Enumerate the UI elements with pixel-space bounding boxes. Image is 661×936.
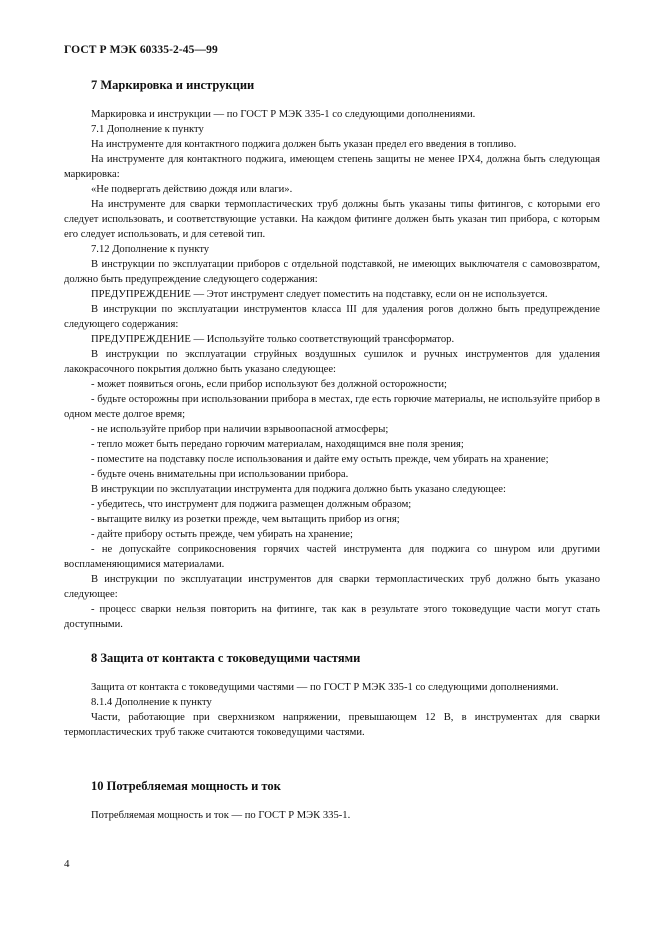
warning-text: ПРЕДУПРЕЖДЕНИЕ — Используйте только соответствующий трансформатор. [91, 334, 455, 345]
list-item: - поместите на подставку после использования и дайте ему остыть прежде, чем убирать на хранение; [91, 454, 549, 465]
warning-text: ПРЕДУПРЕЖДЕНИЕ — Этот инструмент следует поместить на подставку, если он не используется. [91, 289, 548, 300]
paragraph: На инструменте для сварки термопластических труб должны быть указаны типы фитингов, с которыми его следует использовать, и соответствующие уставки. На каждом фитинге должен быть указан тип прибора, с которым его следует использовать, и для сетевой тип. [64, 199, 600, 240]
page-number: 4 [64, 858, 70, 870]
section-10 [64, 779, 600, 823]
paragraph: Маркировка и инструкции — по ГОСТ Р МЭК 335-1 со следующими дополнениями. [91, 109, 476, 120]
section-8 [64, 651, 600, 740]
section-7-body [64, 107, 600, 632]
clause-heading: 8.1.4 Дополнение к пункту [91, 697, 212, 708]
paragraph: «Не подвергать действию дождя или влаги». [91, 184, 293, 195]
section-8-title: 8 Защита от контакта с токоведущими частями [91, 651, 361, 665]
paragraph: В инструкции по эксплуатации струйных воздушных сушилок и ручных инструментов для удаления лакокрасочного покрытия должно быть указано следующее: [64, 349, 600, 375]
document-header: ГОСТ Р МЭК 60335-2-45—99 [64, 44, 218, 56]
section-7-title: 7 Маркировка и инструкции [91, 78, 255, 92]
list-item: - не допускайте соприкосновения горячих частей инструмента для поджига со шнуром или другими воспламеняющимися материалами. [64, 544, 600, 570]
paragraph: На инструменте для контактного поджига, имеющем степень защиты не менее IPX4, должна быть следующая маркировка: [64, 154, 600, 180]
paragraph: В инструкции по эксплуатации инструментов класса III для удаления рогов должно быть предупреждение следующего содержания: [64, 304, 600, 330]
section-8-body [64, 680, 600, 740]
clause-heading: 7.12 Дополнение к пункту [91, 244, 210, 255]
section-7 [64, 78, 600, 632]
list-item: - процесс сварки нельзя повторить на фитинге, так как в результате этого токоведущие части могут стать доступными. [64, 604, 600, 630]
paragraph: Потребляемая мощность и ток — по ГОСТ Р МЭК 335-1. [91, 810, 351, 821]
list-item: - убедитесь, что инструмент для поджига размещен должным образом; [91, 499, 412, 510]
list-item: - будьте осторожны при использовании прибора в местах, где есть горючие материалы, не используйте прибор в одном месте долгое время; [64, 394, 600, 420]
list-item: - дайте прибору остыть прежде, чем убирать на хранение; [91, 529, 353, 540]
list-item: - тепло может быть передано горючим материалам, находящимся вне поля зрения; [91, 439, 464, 450]
list-item: - может появиться огонь, если прибор используют без должной осторожности; [91, 379, 447, 390]
paragraph: В инструкции по эксплуатации инструментов для сварки термопластических труб должно быть указано следующее: [64, 574, 600, 600]
section-10-body [64, 808, 600, 823]
paragraph: В инструкции по эксплуатации приборов с отдельной подставкой, не имеющих выключателя с самовозвратом, должно быть предупреждение следующего содержания: [64, 259, 600, 285]
section-10-title: 10 Потребляемая мощность и ток [91, 779, 281, 793]
paragraph: На инструменте для контактного поджига должен быть указан предел его введения в топливо. [91, 139, 517, 150]
list-item: - вытащите вилку из розетки прежде, чем вытащить прибор из огня; [91, 514, 400, 525]
paragraph: Части, работающие при сверхнизком напряжении, превышающем 12 В, в инструментах для сварки термопластических труб также считаются токоведущими частями. [64, 712, 600, 738]
list-item: - не используйте прибор при наличии взрывоопасной атмосферы; [91, 424, 389, 435]
list-item: - будьте очень внимательны при использовании прибора. [91, 469, 349, 480]
paragraph: Защита от контакта с токоведущими частями — по ГОСТ Р МЭК 335-1 со следующими дополнениями. [91, 682, 559, 693]
paragraph: В инструкции по эксплуатации инструмента для поджига должно быть указано следующее: [91, 484, 506, 495]
clause-heading: 7.1 Дополнение к пункту [91, 124, 204, 135]
